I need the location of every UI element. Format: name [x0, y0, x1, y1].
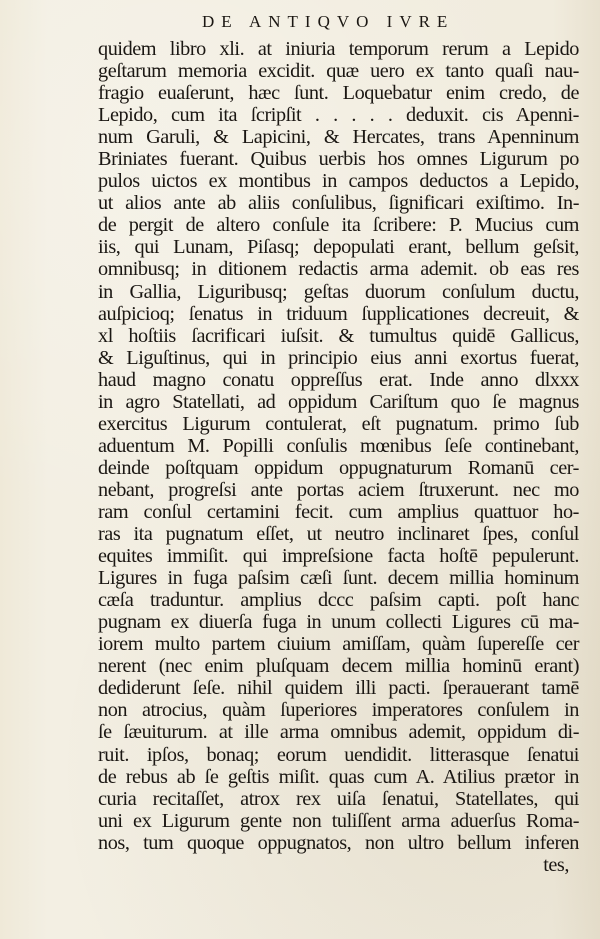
text-line: num Garuli, & Lapicini, & Hercates, trans Apenninum: [98, 126, 579, 149]
text-line: deinde poſtquam oppidum oppugnaturum Romanū cer-: [98, 456, 579, 479]
text-line: cæſa traduntur. amplius dccc paſsim capti. poſt hanc: [98, 589, 579, 612]
text-line: & Liguſtinus, qui in principio eius anni exortus fuerat,: [98, 346, 579, 369]
text-line: pulos uictos ex montibus in campos deductos a Lepido,: [98, 170, 579, 193]
text-line: ruit. ipſos, bonaq; eorum uendidit. litterasque ſenatui: [98, 743, 579, 766]
text-line: dediderunt ſeſe. nihil quidem illi pacti. ſperauerant tamē: [98, 677, 579, 700]
text-line: nebant, progreſsi ante portas aciem ſtruxerunt. nec mo: [98, 478, 579, 501]
text-line: haud magno conatu oppreſſus erat. Inde anno dlxxx: [98, 368, 579, 391]
text-line: curia recitaſſet, atrox rex uiſa ſenatui, Statellates, qui: [98, 787, 579, 810]
text-line: exercitus Ligurum contulerat, eſt pugnatum. primo ſub: [98, 412, 579, 435]
running-header: DE ANTIQVO IVRE: [202, 12, 455, 31]
text-line: Ligures in fuga paſsim cæſi ſunt. decem millia hominum: [98, 567, 579, 590]
text-line: fragio euaſerunt, hæc ſunt. Loquebatur enim credo, de: [98, 82, 579, 105]
text-line: ut alios ante ab aliis conſulibus, ſignificari exiſtimo. In-: [98, 192, 579, 215]
text-line: in agro Statellati, ad oppidum Cariſtum quo ſe magnus: [98, 390, 579, 413]
text-line: de rebus ab ſe geſtis miſit. quas cum A. Atilius prætor in: [98, 765, 579, 788]
text-line: ſe ſæuiturum. at ille arma omnibus ademit, oppidum di-: [98, 721, 579, 744]
text-line: Lepido, cum ita ſcripſit . . . . . deduxit. cis Apenni-: [98, 104, 579, 127]
text-line: xl hoſtiis ſacrificari iuſsit. & tumultus quidē Gallicus,: [98, 324, 579, 347]
text-line: tes,: [543, 853, 569, 876]
text-line: auſpicioq; ſenatus in triduum ſupplicationes decreuit, &: [98, 302, 579, 325]
text-line: aduentum M. Popilli conſulis mœnibus ſeſe continebant,: [98, 434, 579, 457]
latin-text-block: [98, 38, 579, 876]
text-line: de pergit de altero conſule ita ſcribere: P. Mucius cum: [98, 214, 579, 237]
text-line: nos, tum quoque oppugnatos, non ultro bellum inferen: [98, 831, 579, 854]
text-line: pugnam ex diuerſa fuga in unum collecti Ligures cū ma-: [98, 611, 579, 634]
text-line: Briniates fuerant. Quibus uerbis hos omnes Ligurum po: [98, 148, 579, 171]
text-line: equites immiſit. qui impreſsione facta hoſtē pepulerunt.: [98, 545, 579, 568]
text-line: in Gallia, Liguribusq; geſtas duorum conſulum ductu,: [98, 280, 579, 303]
text-line: uni ex Ligurum gente non tuliſſent arma aduerſus Roma-: [98, 809, 579, 832]
text-line: ras ita pugnatum eſſet, ut neutro inclinaret ſpes, conſul: [98, 523, 579, 546]
text-line: omnibusq; in ditionem redactis arma ademit. ob eas res: [98, 258, 579, 281]
text-line: ram conſul certamini fecit. cum amplius quattuor ho-: [98, 500, 579, 523]
text-line: iorem multo partem ciuium amiſſam, quàm ſupereſſe cer: [98, 633, 579, 656]
text-line: iis, qui Lunam, Piſasq; depopulati erant, bellum geſsit,: [98, 236, 579, 259]
text-line: geſtarum memoria excidit. quæ uero ex tanto quaſi nau-: [98, 60, 579, 83]
text-line: non atrocius, quàm ſuperiores imperatores conſulem in: [98, 699, 579, 722]
text-line: quidem libro xli. at iniuria temporum rerum a Lepido: [98, 38, 579, 60]
text-line: nerent (nec enim pluſquam decem millia hominū erant): [98, 655, 579, 678]
